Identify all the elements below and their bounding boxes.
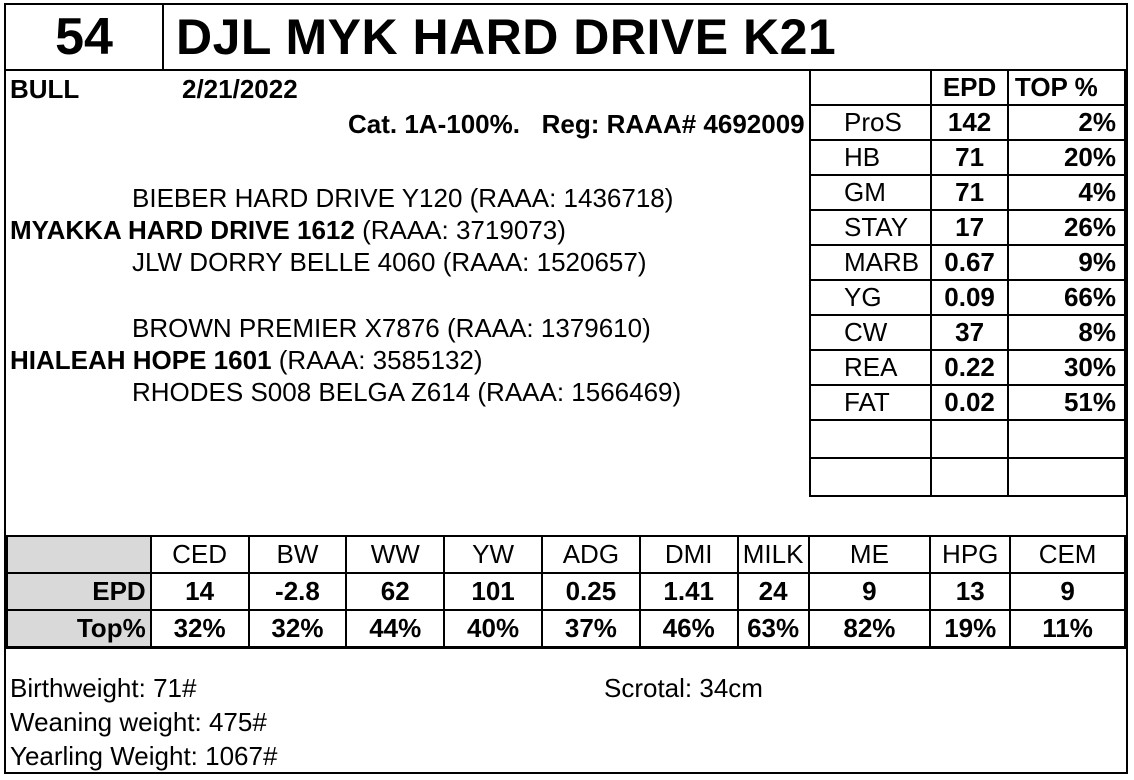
trait-epd: 142	[931, 105, 1008, 140]
top-value: 11%	[1010, 610, 1125, 647]
table-row	[810, 210, 1125, 245]
birth-date: 2/21/2022	[182, 74, 298, 104]
table-header-row	[810, 70, 1125, 105]
trait-top: 20%	[1008, 140, 1125, 175]
epd-trait-table	[6, 535, 1126, 648]
epd-value: 24	[738, 573, 809, 610]
trait-top: 66%	[1008, 280, 1125, 315]
trait-epd: 0.67	[931, 245, 1008, 280]
trait-top: 9%	[1008, 245, 1125, 280]
table-row	[810, 280, 1125, 315]
top-value: 32%	[249, 610, 347, 647]
col-header: ME	[809, 536, 931, 573]
top-value: 37%	[542, 610, 640, 647]
top-value: 46%	[640, 610, 738, 647]
dam-name: HIALEAH HOPE 1601	[10, 345, 272, 375]
table-row	[810, 385, 1125, 420]
top-percent-row	[7, 610, 1125, 647]
trait-epd: 71	[931, 140, 1008, 175]
lot-sheet	[4, 3, 1128, 774]
trait-top: 8%	[1008, 315, 1125, 350]
table-header-row	[7, 536, 1125, 573]
epd-value: 101	[444, 573, 542, 610]
empty-cell	[1008, 458, 1125, 496]
trait-top: 30%	[1008, 350, 1125, 385]
trait-label: CW	[810, 315, 931, 350]
header-cell-top: TOP %	[1008, 70, 1125, 105]
col-header: BW	[249, 536, 347, 573]
trait-epd: 17	[931, 210, 1008, 245]
top-value: 63%	[738, 610, 809, 647]
animal-name: DJL MYK HARD DRIVE K21	[176, 9, 837, 65]
col-header: CED	[151, 536, 249, 573]
trait-label: MARB	[810, 245, 931, 280]
trait-label: REA	[810, 350, 931, 385]
trait-top: 2%	[1008, 105, 1125, 140]
table-row	[810, 175, 1125, 210]
epd-value: 13	[930, 573, 1010, 610]
epd-value: 62	[346, 573, 444, 610]
trait-label: FAT	[810, 385, 931, 420]
top-value: 40%	[444, 610, 542, 647]
empty-cell	[931, 458, 1008, 496]
col-header: DMI	[640, 536, 738, 573]
sex-label: BULL	[10, 74, 80, 104]
trait-top: 26%	[1008, 210, 1125, 245]
pedigree-dam-sire: BROWN PREMIER X7876 (RAAA: 1379610)	[132, 313, 651, 343]
empty-row	[810, 420, 1125, 458]
trait-epd: 37	[931, 315, 1008, 350]
pedigree-sire-dam: JLW DORRY BELLE 4060 (RAAA: 1520657)	[132, 247, 647, 277]
scrotal: Scrotal: 34cm	[604, 673, 763, 703]
epd-index-table	[809, 69, 1126, 497]
row-label: Top%	[7, 610, 151, 647]
trait-epd: 71	[931, 175, 1008, 210]
empty-cell	[1008, 420, 1125, 458]
top-value: 19%	[930, 610, 1010, 647]
top-value: 32%	[151, 610, 249, 647]
trait-top: 51%	[1008, 385, 1125, 420]
trait-label: GM	[810, 175, 931, 210]
yearling-weight: Yearling Weight: 1067#	[10, 741, 278, 771]
top-value: 82%	[809, 610, 931, 647]
table-row	[810, 105, 1125, 140]
pedigree-dam	[10, 345, 483, 376]
header-cell	[810, 70, 931, 105]
trait-top: 4%	[1008, 175, 1125, 210]
weaning-weight: Weaning weight: 475#	[10, 707, 267, 737]
birthweight: Birthweight: 71#	[10, 673, 197, 703]
col-header: YW	[444, 536, 542, 573]
epd-value: 0.25	[542, 573, 640, 610]
pedigree-dam-dam: RHODES S008 BELGA Z614 (RAAA: 1566469)	[132, 377, 682, 407]
epd-value: 9	[1010, 573, 1125, 610]
row-label: EPD	[7, 573, 151, 610]
trait-epd: 0.22	[931, 350, 1008, 385]
col-header: MILK	[738, 536, 809, 573]
corner-cell	[7, 536, 151, 573]
epd-value: -2.8	[249, 573, 347, 610]
trait-epd: 0.09	[931, 280, 1008, 315]
table-row	[810, 315, 1125, 350]
sire-name: MYAKKA HARD DRIVE 1612	[10, 215, 355, 245]
col-header: CEM	[1010, 536, 1125, 573]
table-row	[810, 140, 1125, 175]
trait-label: ProS	[810, 105, 931, 140]
trait-epd: 0.02	[931, 385, 1008, 420]
epd-row	[7, 573, 1125, 610]
table-row	[810, 245, 1125, 280]
pedigree-sire	[10, 215, 566, 246]
trait-label: YG	[810, 280, 931, 315]
pedigree-sire-sire: BIEBER HARD DRIVE Y120 (RAAA: 1436718)	[132, 183, 674, 213]
trait-label: HB	[810, 140, 931, 175]
col-header: ADG	[542, 536, 640, 573]
epd-value: 14	[151, 573, 249, 610]
empty-cell	[810, 420, 931, 458]
empty-row	[810, 458, 1125, 496]
header-cell-epd: EPD	[931, 70, 1008, 105]
registration-info: Cat. 1A-100%. Reg: RAAA# 4692009	[348, 109, 805, 139]
top-value: 44%	[346, 610, 444, 647]
lot-number: 54	[6, 5, 164, 69]
epd-value: 1.41	[640, 573, 738, 610]
col-header: WW	[346, 536, 444, 573]
empty-cell	[810, 458, 931, 496]
dam-registration: (RAAA: 3585132)	[271, 345, 483, 375]
epd-value: 9	[809, 573, 931, 610]
footer-divider	[6, 647, 1126, 649]
col-header: HPG	[930, 536, 1010, 573]
table-row	[810, 350, 1125, 385]
empty-cell	[931, 420, 1008, 458]
trait-label: STAY	[810, 210, 931, 245]
sire-registration: (RAAA: 3719073)	[354, 215, 566, 245]
